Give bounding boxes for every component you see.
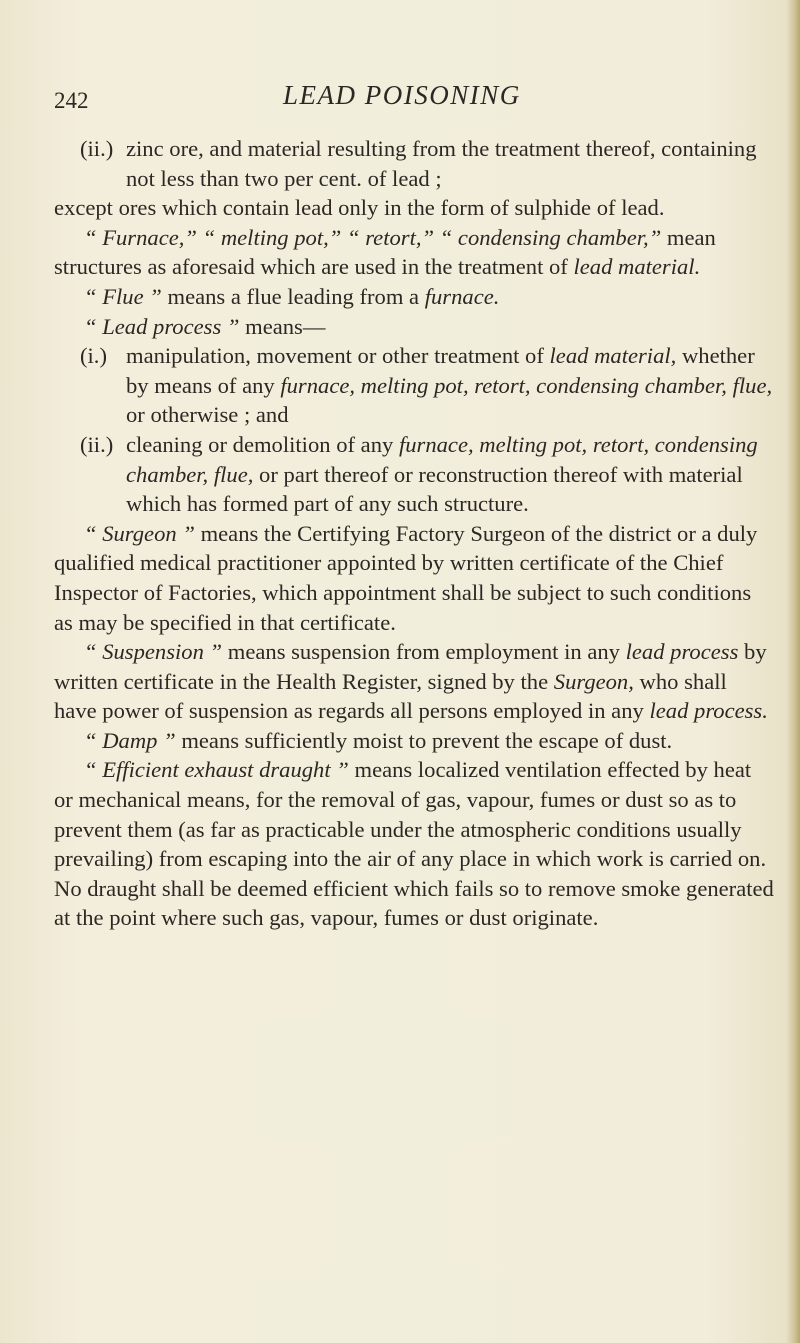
term: “ Furnace,”	[84, 224, 197, 250]
definition-furnace	[54, 223, 774, 282]
definition-text-italic: furnace.	[424, 283, 500, 309]
clause-text: or part thereof or reconstruction thereof with material which has formed part of any such structure.	[126, 461, 743, 517]
term: “ Damp ”	[84, 727, 176, 753]
clause-text: manipulation, movement or other treatment of	[126, 343, 544, 369]
clause-text-italic: furnace, melting pot, retort, condensing chamber, flue,	[280, 372, 773, 398]
definition-efficient-exhaust-draught	[54, 755, 774, 933]
term: “ Flue ”	[84, 283, 162, 309]
clause-number: (ii.)	[80, 136, 114, 161]
definition-text: who shall have power of suspension as regards all persons employed in any	[54, 668, 727, 724]
term: “ melting pot,”	[202, 224, 342, 250]
clause-number: (i.)	[80, 343, 107, 369]
definition-text: means—	[245, 313, 326, 339]
definition-text: means a flue leading from a	[167, 283, 420, 309]
clause-text: zinc ore, and material resulting from the treatment thereof, containing not less than two per cent. of lead ;	[126, 136, 757, 191]
definition-text: means localized ventilation effected by heat or mechanical means, for the removal of gas, vapour, fumes or dust so as to prevent them (as far as practicable under the atmospheric conditions usually prevailing) from escaping into the air of any place in which work is carried on. No draught shall be deemed efficient which fails so to remove smoke generated at the point where such gas, vapour, fumes or dust originate.	[54, 757, 774, 931]
definition-text: by written certificate in the Health Register, signed by the	[54, 639, 767, 694]
running-head: LEAD POISONING	[283, 80, 521, 110]
clause-text: cleaning or demolition of any	[126, 431, 394, 457]
clause-text: whether by means of any	[126, 343, 755, 398]
definition-suspension	[54, 637, 774, 726]
term: “ Lead process ”	[84, 313, 240, 339]
clause-ii	[54, 430, 774, 519]
definition-text: means the Certifying Factory Surgeon of the district or a duly qualified medical practitioner appointed by written certificate of the Chief Inspector of Factories, which appointment shall be subject to such conditions as may be specified in that certificate.	[54, 520, 758, 635]
definition-lead-process	[54, 312, 774, 342]
definition-text-italic: lead material.	[573, 254, 701, 280]
definition-flue	[54, 282, 774, 312]
definition-text: mean structures as aforesaid which are used in the treatment of	[54, 224, 716, 280]
clause-ii-zinc	[54, 134, 774, 193]
definition-text-italic: Surgeon,	[553, 668, 634, 694]
clause-text-italic: furnace, melting pot, retort, condensing chamber, flue,	[126, 431, 758, 487]
clause-i	[54, 341, 774, 430]
term: “ condensing chamber,”	[439, 224, 662, 250]
clause-text: or otherwise ; and	[126, 402, 289, 428]
term: “ Suspension ”	[84, 639, 223, 665]
term: “ Efficient exhaust draught ”	[84, 757, 349, 783]
clause-text-italic: lead material,	[549, 343, 677, 369]
term: “ Surgeon ”	[84, 520, 195, 546]
body-text	[54, 134, 774, 933]
page-number: 242	[54, 88, 89, 113]
term: “ retort,”	[347, 224, 435, 250]
definition-text: means suspension from employment in any	[227, 639, 620, 665]
definition-text-italic: lead process.	[649, 698, 768, 724]
clause-number: (ii.)	[80, 431, 114, 457]
definition-damp	[54, 726, 774, 756]
paragraph-except: except ores which contain lead only in the form of sulphide of lead.	[54, 195, 665, 221]
definition-text: means sufficiently moist to prevent the escape of dust.	[181, 727, 673, 753]
page-edge	[786, 0, 800, 1343]
definition-text-italic: lead process	[625, 639, 739, 665]
definition-surgeon	[54, 519, 774, 637]
